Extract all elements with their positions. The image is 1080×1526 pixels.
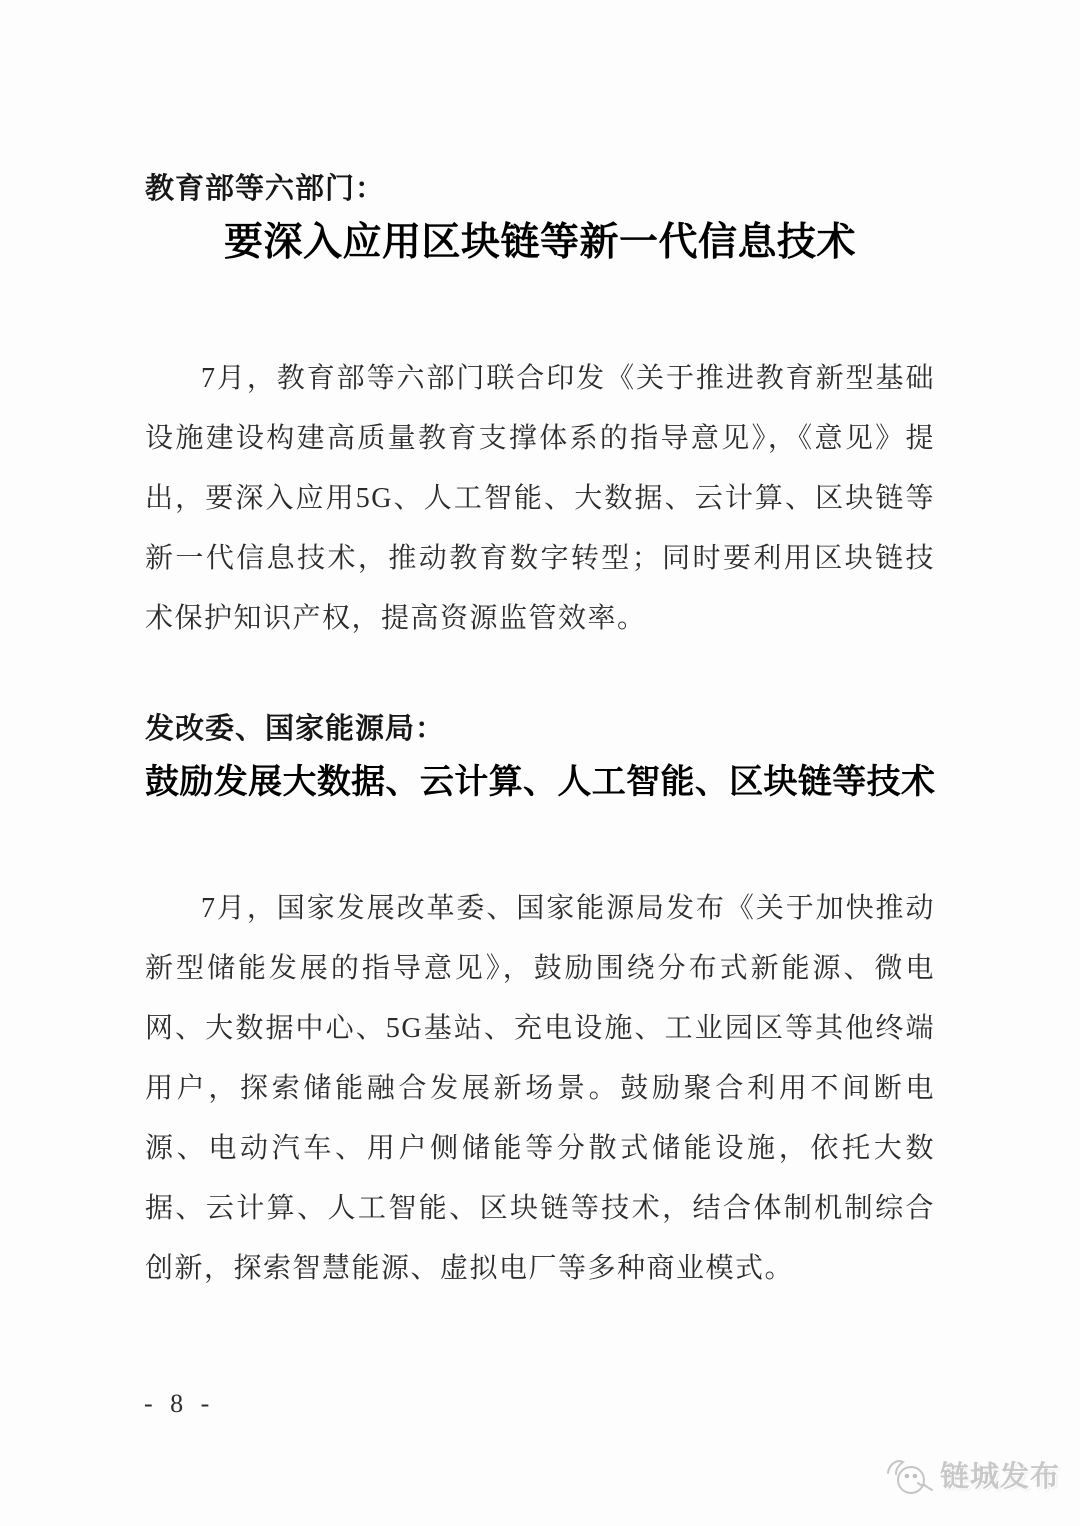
watermark-label: 链城发布 [940,1461,1061,1493]
section-2-title: 鼓励发展大数据、云计算、人工智能、区块链等技术 [145,764,935,801]
bird-mascot-icon [884,1456,934,1498]
watermark [884,1456,1060,1498]
page-number: - 8 - [144,1389,214,1418]
section-1-paragraph: 7月，教育部等六部门联合印发《关于推进教育新型基础设施建设构建高质量教育支撑体系的指导意见》，《意见》提出，要深入应用5G、人工智能、大数据、云计算、区块链等新一代信息技术，推动教育数字转型；同时要利用区块链技术保护知识产权，提高资源监管效率。 [145,363,935,634]
section-1-kicker: 教育部等六部门： [145,173,386,205]
section-2-paragraph: 7月，国家发展改革委、国家能源局发布《关于加快推动新型储能发展的指导意见》，鼓励围绕分布式新能源、微电网、大数据中心、5G基站、充电设施、工业园区等其他终端用户，探索储能融合发展新场景。鼓励聚合利用不间断电源、电动汽车、用户侧储能等分散式储能设施，依托大数据、云计算、人工智能、区块链等技术，结合体制机制综合创新，探索智慧能源、虚拟电厂等多种商业模式。 [145,893,935,1284]
section-1-title: 要深入应用区块链等新一代信息技术 [223,221,856,264]
section-2-kicker: 发改委、国家能源局： [145,713,446,745]
